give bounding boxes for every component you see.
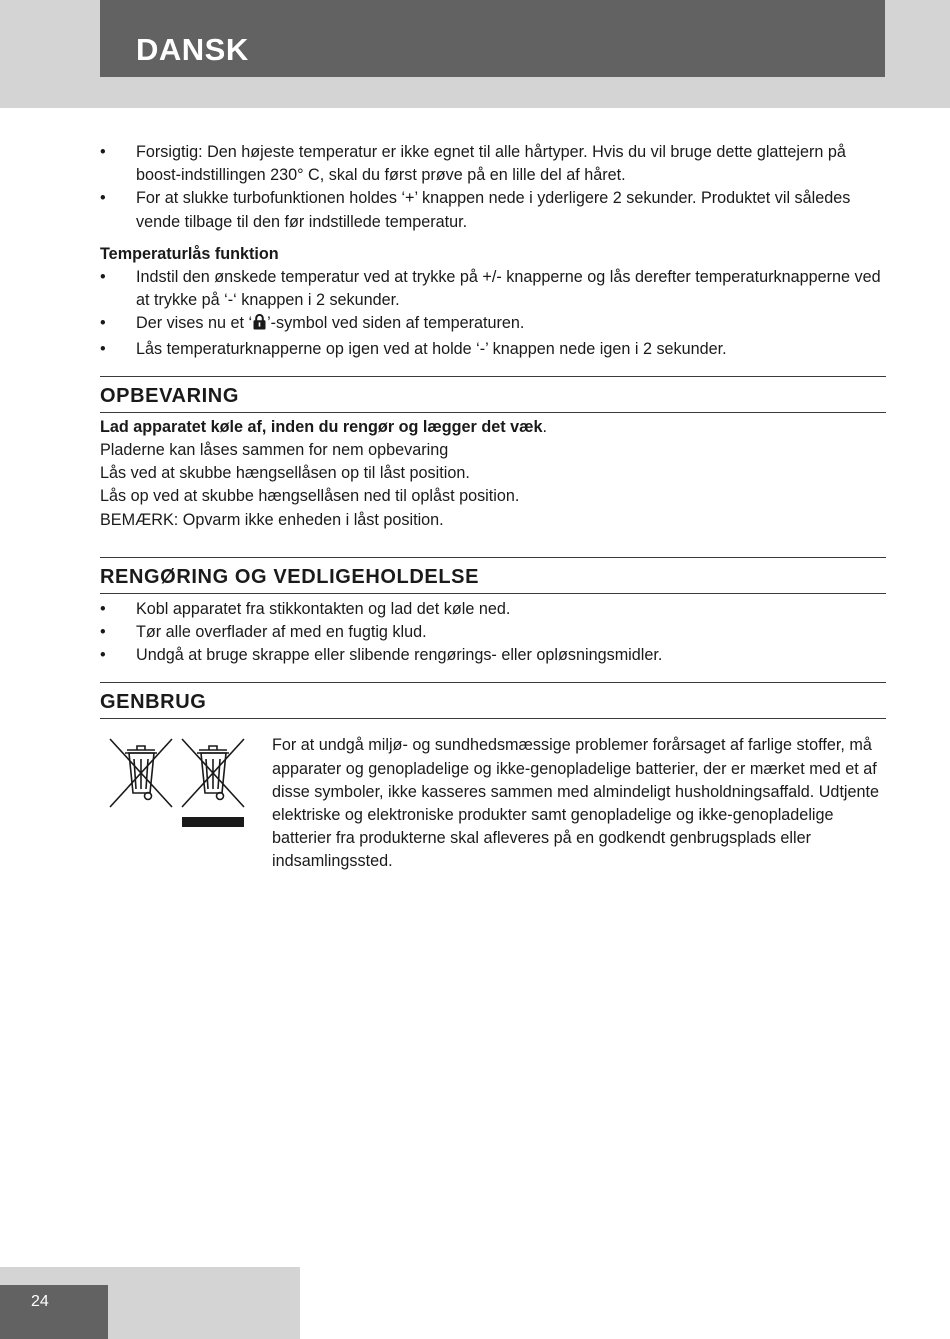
recycling-section [100, 682, 886, 879]
bullet-icon: • [100, 314, 106, 333]
recycling-body [100, 719, 886, 879]
language-tab [100, 0, 885, 77]
lock-icon [253, 313, 266, 337]
bullet-icon: • [100, 143, 106, 161]
storage-line: Pladerne kan låses sammen for nem opbevaring [100, 441, 449, 460]
bullet-text: Tør alle overflader af med en fugtig klud. [136, 623, 427, 642]
cleaning-section [100, 557, 886, 668]
cleaning-heading: RENGØRING OG VEDLIGEHOLDELSE [100, 557, 886, 594]
storage-section [100, 376, 886, 532]
list-item [100, 644, 886, 667]
temperature-lock-title: Temperaturlås funktion [100, 244, 279, 263]
storage-heading: OPBEVARING [100, 376, 886, 413]
bullet-text-pre: Der vises nu et ‘ [136, 314, 253, 333]
storage-body [100, 413, 886, 532]
bullet-icon: • [100, 339, 106, 358]
storage-line: Lås ved at skubbe hængsellåsen op til låst position. [100, 464, 470, 483]
page-number-box [0, 1285, 108, 1339]
bullet-text: Forsigtig: Den højeste temperatur er ikke egnet til alle hårtyper. Hvis du vil bruge dette glattejern på boost-indstillingen 230° C, skal du først prøve på en lille del af håret. [136, 143, 846, 185]
storage-line: BEMÆRK: Opvarm ikke enheden i låst position. [100, 510, 444, 529]
bullet-icon: • [100, 599, 106, 618]
cleaning-bullets [100, 594, 886, 668]
list-item [100, 338, 886, 361]
recycling-text: For at undgå miljø- og sundhedsmæssige problemer forårsaget af farlige stoffer, må apparater og genopladelige og ikke-genopladelige batterier, der er mærket med et af disse symboler, ikke kasseres sammen med almindeligt husholdningsaffald. Udtjente elektriske og elektroniske produkter samt genopladelige og ikke-genopladelige batterier fra produkterne skal afleveres på en godkendt genbrugsplads eller indsamlingssted. [272, 736, 880, 871]
list-item [100, 312, 886, 337]
bullet-text: Kobl apparatet fra stikkontakten og lad det køle ned. [136, 599, 511, 618]
list-item [100, 187, 886, 233]
bullet-icon: • [100, 268, 106, 287]
page-content [100, 141, 886, 879]
storage-line: Lås op ved at skubbe hængsellåsen ned til oplåst position. [100, 487, 520, 506]
language-title: DANSK [136, 32, 249, 67]
list-item [100, 266, 886, 312]
storage-warning [100, 416, 886, 439]
bullet-text: For at slukke turbofunktionen holdes ‘+’ knappen nede i yderligere 2 sekunder. Produktet vil således vende tilbage til den før indstillede temperatur. [136, 189, 851, 231]
intro-bullets [100, 141, 886, 234]
crossed-out-wheelie-bin-icon [108, 737, 174, 809]
bullet-icon: • [100, 189, 106, 208]
bullet-text: Lås temperaturknapperne op igen ved at holde ‘-’ knappen nede igen i 2 sekunder. [136, 339, 727, 358]
bullet-text: Indstil den ønskede temperatur ved at trykke på +/- knapperne og lås derefter temperaturknapperne ved at trykke på ‘-‘ knappen i 2 sekunder. [136, 268, 881, 310]
bullet-text: Undgå at bruge skrappe eller slibende rengørings- eller opløsningsmidler. [136, 646, 663, 665]
bullet-icon: • [100, 623, 106, 642]
weee-symbols [108, 737, 248, 832]
storage-warning-bold: Lad apparatet køle af, inden du rengør og lægger det væk [100, 417, 543, 436]
bullet-text-post: ’-symbol ved siden af temperaturen. [267, 314, 525, 333]
list-item [100, 598, 886, 621]
bullet-icon: • [100, 646, 106, 665]
storage-warning-suffix: . [542, 417, 548, 436]
temperature-lock-bullets [100, 266, 886, 361]
list-item [100, 141, 886, 187]
page-number: 24 [31, 1293, 49, 1310]
list-item [100, 621, 886, 644]
recycling-heading: GENBRUG [100, 682, 886, 719]
crossed-out-wheelie-bin-with-bar-icon [180, 737, 246, 829]
